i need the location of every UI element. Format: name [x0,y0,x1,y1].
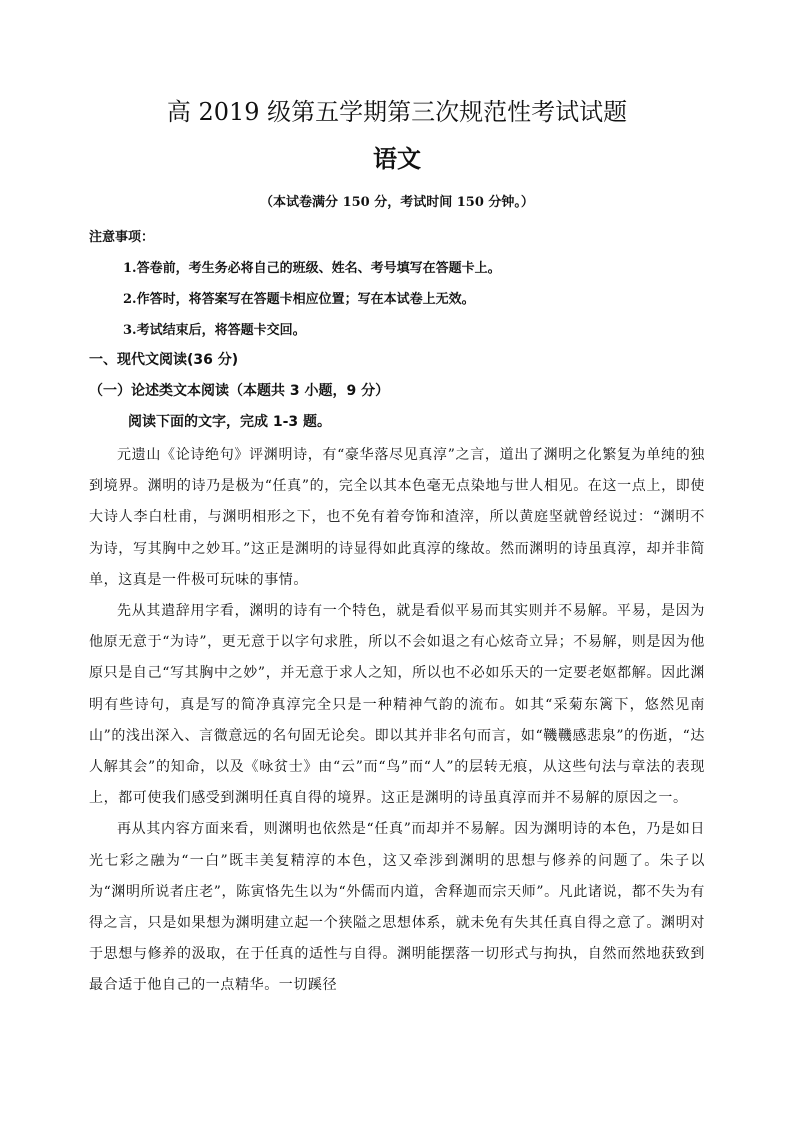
notice-item: 3.考试结束后，将答题卡交回。 [123,323,306,338]
exam-note: （本试卷满分 150 分，考试时间 150 分钟。） [260,195,534,210]
section-heading: 一、现代文阅读(36 分) [89,352,239,368]
subsection-heading: （一）论述类文本阅读（本题共 3 小题，9 分） [89,383,390,399]
reading-instruction: 阅读下面的文字，完成 1-3 题。 [128,414,332,430]
passage-paragraph: 再从其内容方面来看，则渊明也依然是“任真”而却并不易解。因为渊明诗的本色，乃是如日光七彩之融为“一白”既丰美复精淳的本色，这又牵涉到渊明的思想与修养的问题了。朱子以为“渊明所说者庄老”，陈寅恪先生以为“外儒而内道，舍释迦而宗天师”。凡此诸说，都不失为有得之言，只是如果想为渊明建立起一个狭隘之思想体系，就未免有失其任真自得之意了。渊明对于思想与修养的汲取，在于任真的适性与自得。渊明能摆落一切形式与拘执，自然而然地获致到最合适于他自己的一点精华。一切蹊径 [89,821,705,994]
reading-passage [89,440,705,1002]
notice-item: 2.作答时，将答案写在答题卡相应位置；写在本试卷上无效。 [123,292,475,307]
subject-title: 语文 [373,145,421,173]
notice-heading: 注意事项： [89,230,155,245]
passage-paragraph: 元遗山《论诗绝句》评渊明诗，有“豪华落尽见真淳”之言，道出了渊明之化繁复为单纯的独到境界。渊明的诗乃是极为“任真”的，完全以其本色毫无点染地与世人相见。在这一点上，即使大诗人李白杜甫，与渊明相形之下，也不免有着夸饰和渣滓，所以黄庭坚就曾经说过：“渊明不为诗，写其胸中之妙耳。”这正是渊明的诗显得如此真淳的缘故。然而渊明的诗虽真淳，却并非简单，这真是一件极可玩味的事情。 [89,447,705,588]
notice-item: 1.答卷前，考生务必将自己的班级、姓名、考号填写在答题卡上。 [123,261,501,276]
exam-title: 高 2019 级第五学期第三次规范性考试试题 [166,98,628,126]
passage-paragraph: 先从其遣辞用字看，渊明的诗有一个特色，就是看似平易而其实则并不易解。平易，是因为他原无意于“为诗”，更无意于以字句求胜，所以不会如退之有心炫奇立异；不易解，则是因为他原只是自己“写其胸中之妙”，并无意于求人之知，所以也不必如乐天的一定要老妪都解。因此渊明有些诗句，真是写的简净真淳完全只是一种精神气韵的流布。如其“采菊东篱下，悠然见南山”的浅出深入、言微意远的名句固无论矣。即以其并非名句而言，如“鞿鞿感悲泉”的伤逝，“达人解其会”的知命，以及《咏贫士》由“云”而“鸟”而“人”的层转无痕，从这些句法与章法的表现上，都可使我们感受到渊明任真自得的境界。这正是渊明的诗虽真淳而并不易解的原因之一。 [89,603,705,807]
